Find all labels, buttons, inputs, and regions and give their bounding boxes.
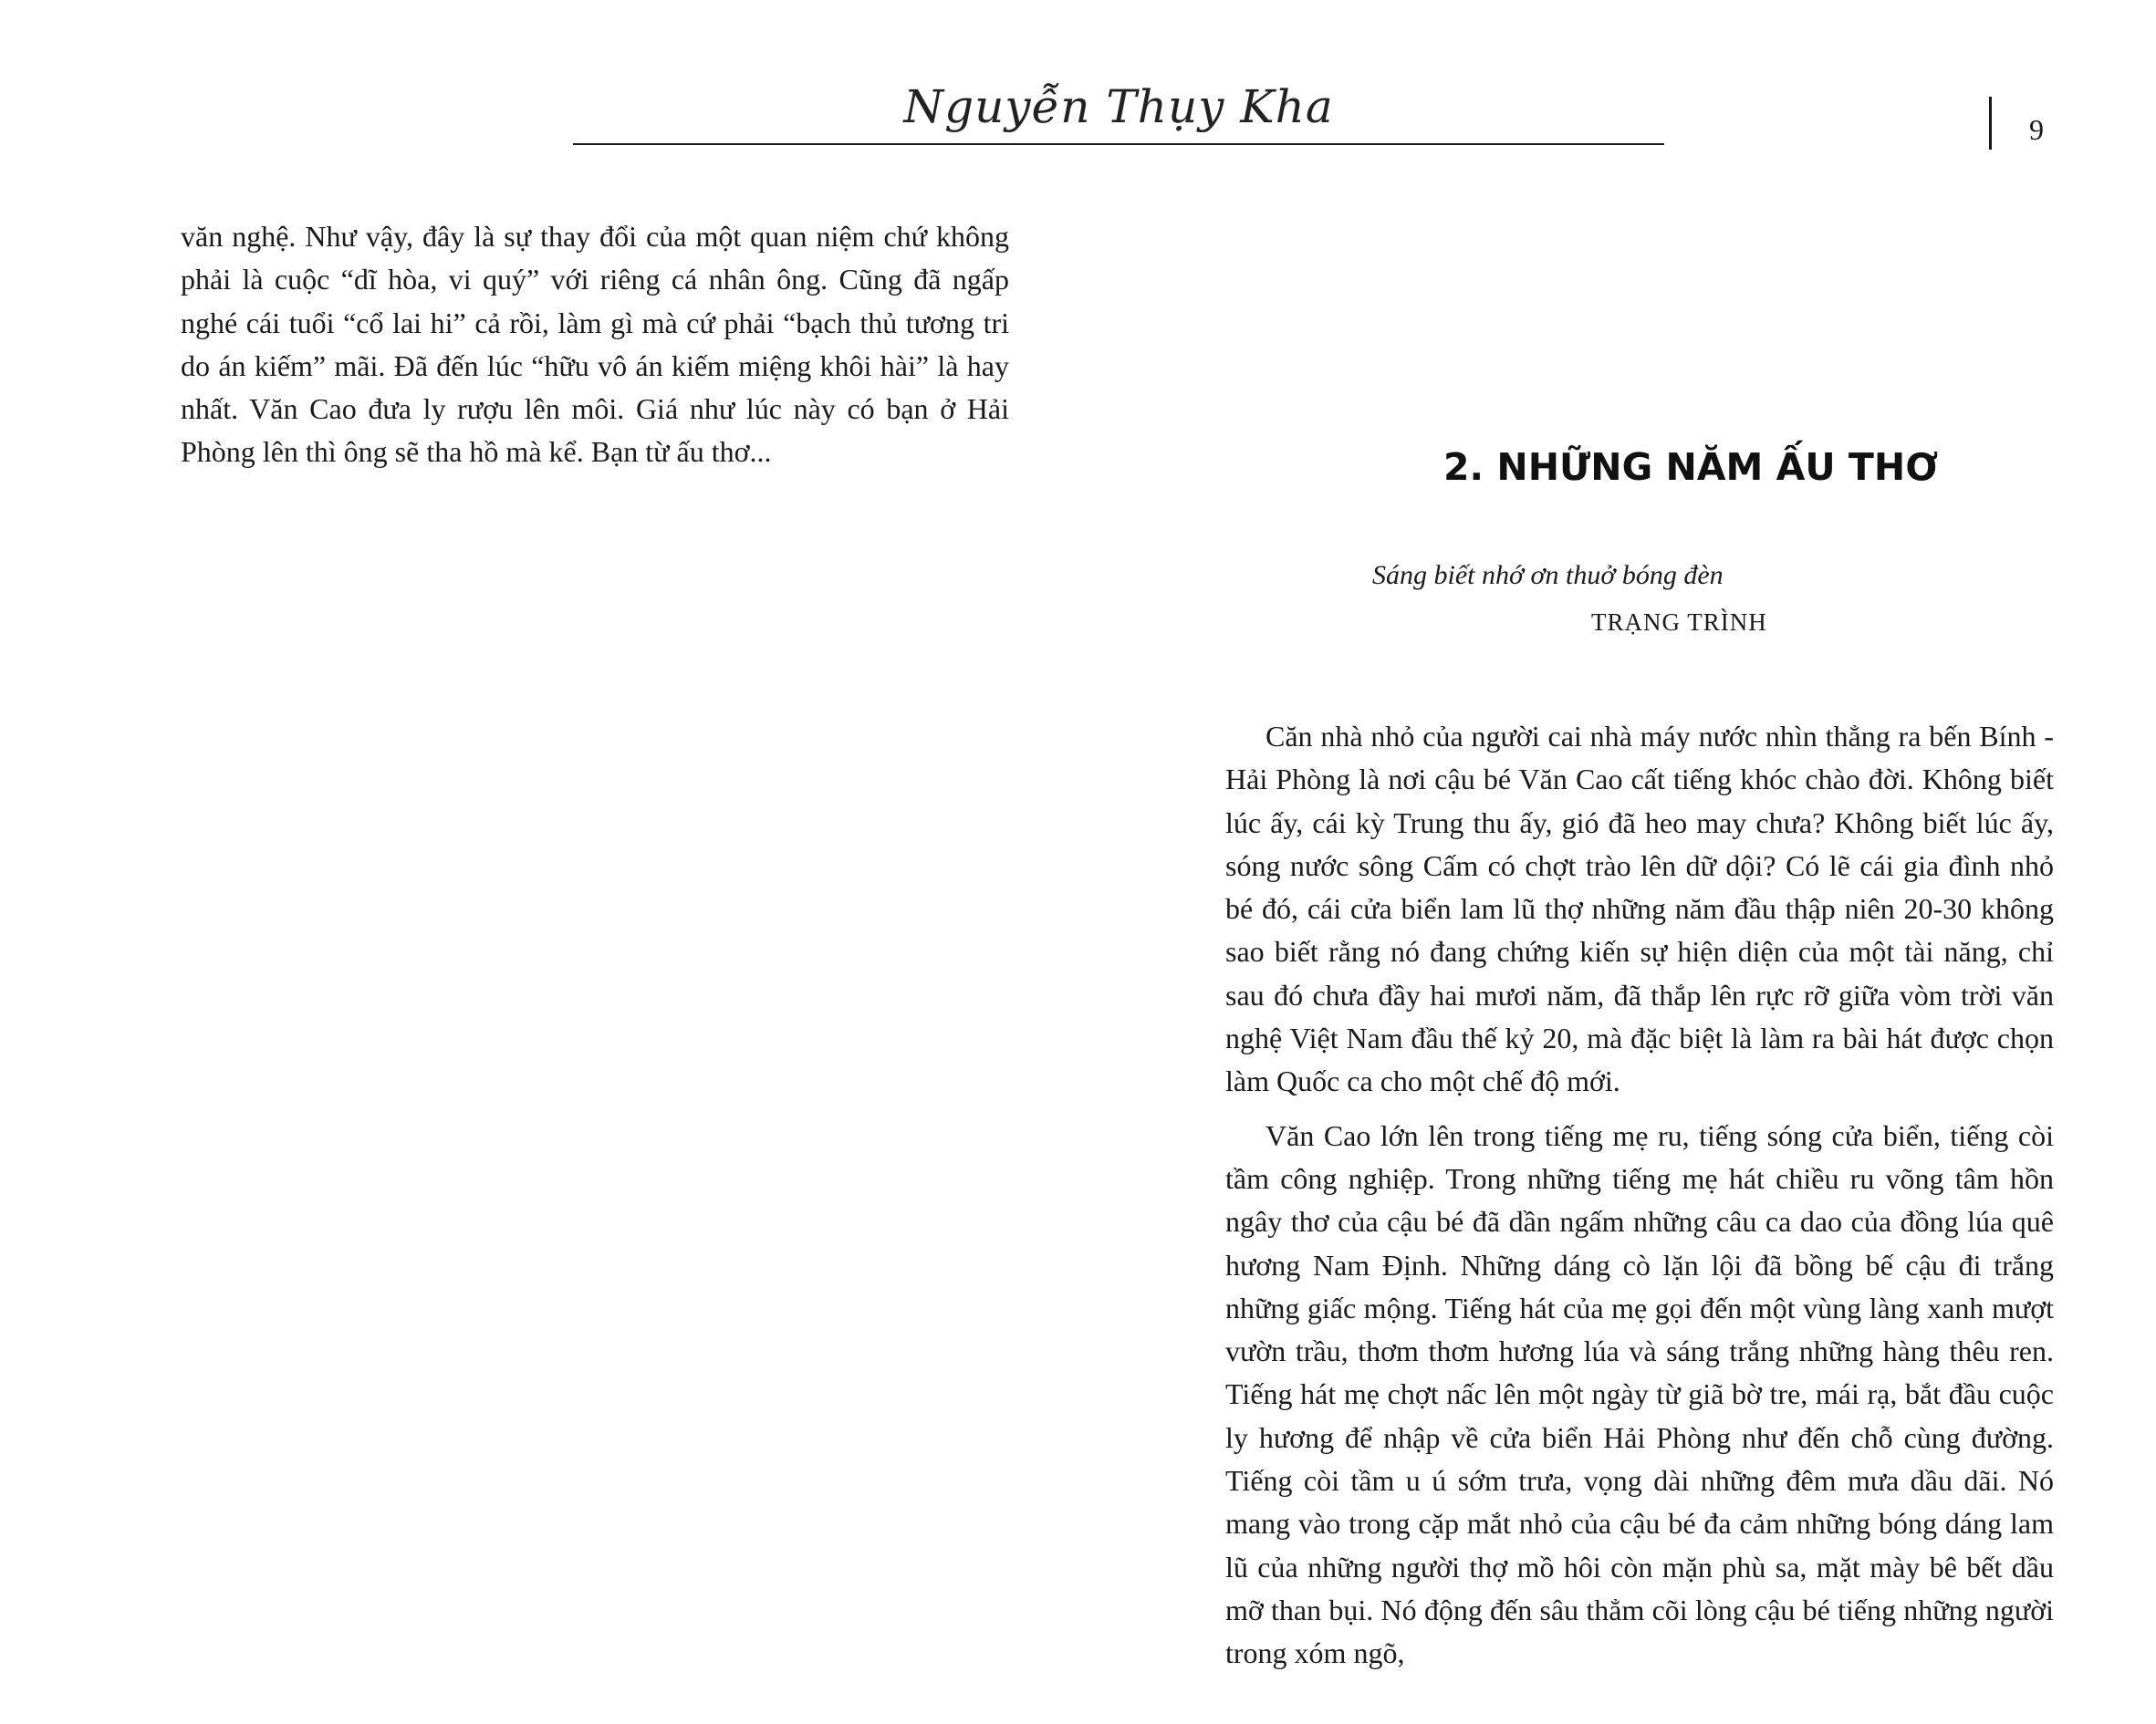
body-paragraph-1: Căn nhà nhỏ của người cai nhà máy nước nhìn thẳng ra bến Bính - Hải Phòng là nơi cậu bé Văn Cao cất tiếng khóc chào đời. Không biết lúc ấy, cái kỳ Trung thu ấy, gió đã heo may chưa? Không biết lúc ấy, sóng nước sông Cấm có chợt trào lên dữ dội? Có lẽ cái gia đình nhỏ bé đó, cái cửa biển lam lũ thợ những năm đầu thập niên 20-30 không sao biết rằng nó đang chứng kiến sự hiện diện của một tài năng, chỉ sau đó chưa đầy hai mươi năm, đã thắp lên rực rỡ giữa vòm trời văn nghệ Việt Nam đầu thế kỷ 20, mà đặc biệt là làm ra bài hát được chọn làm Quốc ca cho một chế độ mới. [1225, 720, 2054, 1098]
epigraph-author: TRẠNG TRÌNH [1591, 608, 1767, 636]
page-number: 9 [2029, 113, 2044, 146]
running-header-author: Nguyễn Thụy Kha [903, 80, 1334, 133]
chapter-title: 2. NHỮNG NĂM ẤU THƠ [1443, 445, 1939, 489]
page-number-divider [1989, 97, 1992, 150]
body-paragraph-2: Văn Cao lớn lên trong tiếng mẹ ru, tiếng sóng cửa biển, tiếng còi tầm công nghiệp. Trong những tiếng mẹ hát chiều ru võng tâm hồn ngây thơ của cậu bé đã dần ngấm những câu ca dao của đồng lúa quê hương Nam Định. Những dáng cò lặn lội đã bồng bế cậu đi trắng những giấc mộng. Tiếng hát của mẹ gọi đến một vùng làng xanh mượt vườn trầu, thơm thơm hương lúa và sáng trắng những hàng thêu ren. Tiếng hát mẹ chợt nấc lên một ngày từ giã bờ tre, mái rạ, bắt đầu cuộc ly hương để nhập về cửa biển Hải Phòng như đến chỗ cùng đường. Tiếng còi tầm u ú sớm trưa, vọng dài những đêm mưa dầu dãi. Nó mang vào trong cặp mắt nhỏ của cậu bé đa cảm những bóng dáng lam lũ của những người thợ mồ hôi còn mặn phù sa, mặt mày bê bết dầu mỡ than bụi. Nó động đến sâu thẳm cõi lòng cậu bé tiếng những người trong xóm ngõ, [1225, 1118, 2054, 1670]
left-paragraph: văn nghệ. Như vậy, đây là sự thay đổi của một quan niệm chứ không phải là cuộc “dĩ hòa, vi quý” với riêng cá nhân ông. Cũng đã ngấp nghé cái tuổi “cổ lai hi” cả rồi, làm gì mà cứ phải “bạch thủ tương tri do án kiếm” mãi. Đã đến lúc “hữu vô án kiếm miệng khôi hài” là hay nhất. Văn Cao đưa ly rượu lên môi. Giá như lúc này có bạn ở Hải Phòng lên thì ông sẽ tha hồ mà kể. Bạn từ ấu thơ... [181, 220, 1009, 469]
epigraph-quote: Sáng biết nhớ ơn thuở bóng đèn [1372, 560, 1724, 590]
header-rule [573, 143, 1664, 145]
left-page-text [181, 215, 1009, 474]
right-page-text [1225, 715, 2054, 1687]
